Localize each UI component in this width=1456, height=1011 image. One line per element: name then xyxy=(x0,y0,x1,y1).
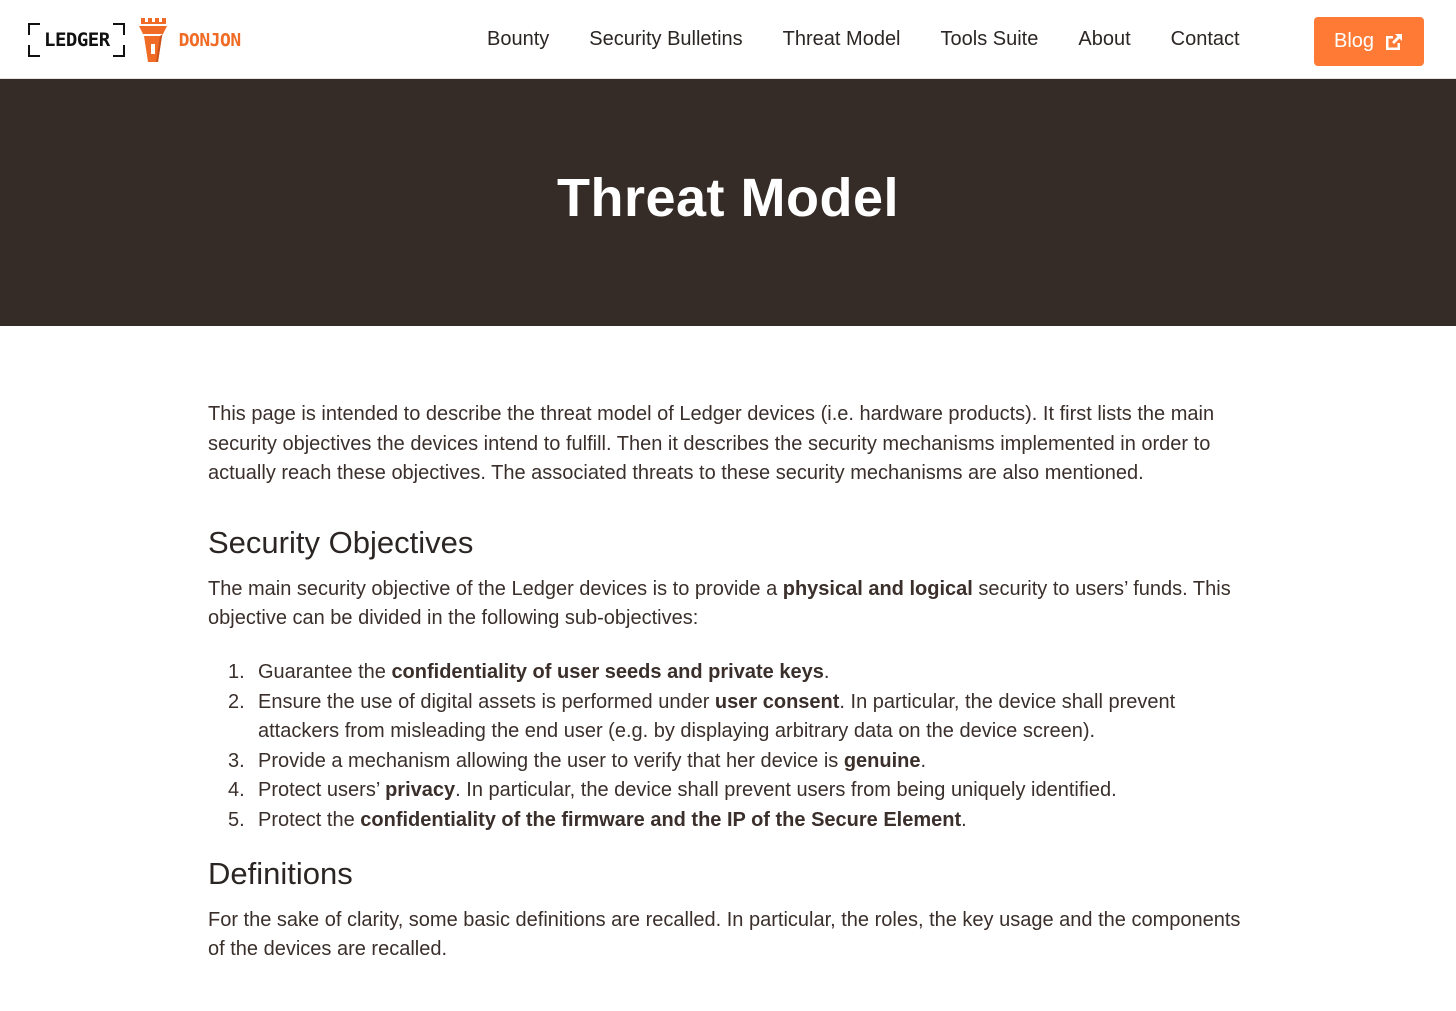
security-objectives-heading: Security Objectives xyxy=(208,524,474,560)
list-item: 5. Protect the confidentiality of the firmware and the IP of the Secure Element. xyxy=(228,808,967,831)
tower-icon xyxy=(135,16,171,64)
blog-button[interactable] xyxy=(1314,17,1424,66)
site-header xyxy=(0,0,1456,79)
nav-bounty[interactable]: Bounty xyxy=(487,28,550,50)
ledger-logo xyxy=(28,23,125,57)
intro-paragraph: This page is intended to describe the threat model of Ledger devices (i.e. hardware products). It first lists the main security objectives the devices intend to fulfill. Then it describes the security mechanisms implemented in order to actually reach these objectives. The associated threats to these security mechanisms are also mentioned. xyxy=(208,403,1215,485)
nav-contact[interactable]: Contact xyxy=(1170,28,1240,50)
nav-about[interactable]: About xyxy=(1078,28,1131,50)
security-objectives-paragraph: The main security objective of the Ledger devices is to provide a physical and logical security to users’ funds. This objective can be divided in the following sub-objectives: xyxy=(208,577,1231,630)
ledger-donjon-logo[interactable] xyxy=(28,18,241,62)
blog-button-label: Blog xyxy=(1333,30,1375,52)
definitions-paragraph: For the sake of clarity, some basic definitions are recalled. In particular, the roles, the key usage and the components of the devices are recalled. xyxy=(208,908,1241,961)
nav-tools-suite[interactable]: Tools Suite xyxy=(940,28,1039,50)
page-hero xyxy=(0,79,1456,326)
definitions-heading: Definitions xyxy=(208,855,353,891)
page-title: Threat Model xyxy=(556,167,900,228)
nav-threat-model[interactable]: Threat Model xyxy=(782,28,901,50)
nav-security-bulletins[interactable]: Security Bulletins xyxy=(589,28,743,50)
list-item: 1. Guarantee the confidentiality of user seeds and private keys. xyxy=(228,660,830,683)
main-nav xyxy=(467,0,1260,79)
ledger-wordmark: LEDGER xyxy=(44,29,110,51)
list-item: 3. Provide a mechanism allowing the user to verify that her device is genuine. xyxy=(228,749,927,772)
donjon-wordmark: DONJON xyxy=(178,29,241,51)
main-content xyxy=(208,400,1253,965)
list-item: 4. Protect users’ privacy. In particular, the device shall prevent users from being uniquely identified. xyxy=(228,779,1117,802)
objectives-list xyxy=(208,658,1253,836)
list-item: 2. Ensure the use of digital assets is performed under user consent. In particular, the device shall prevent attackers from misleading the end user (e.g. by displaying arbitrary data on the device screen). xyxy=(228,690,1176,743)
external-link-icon xyxy=(1384,32,1404,52)
